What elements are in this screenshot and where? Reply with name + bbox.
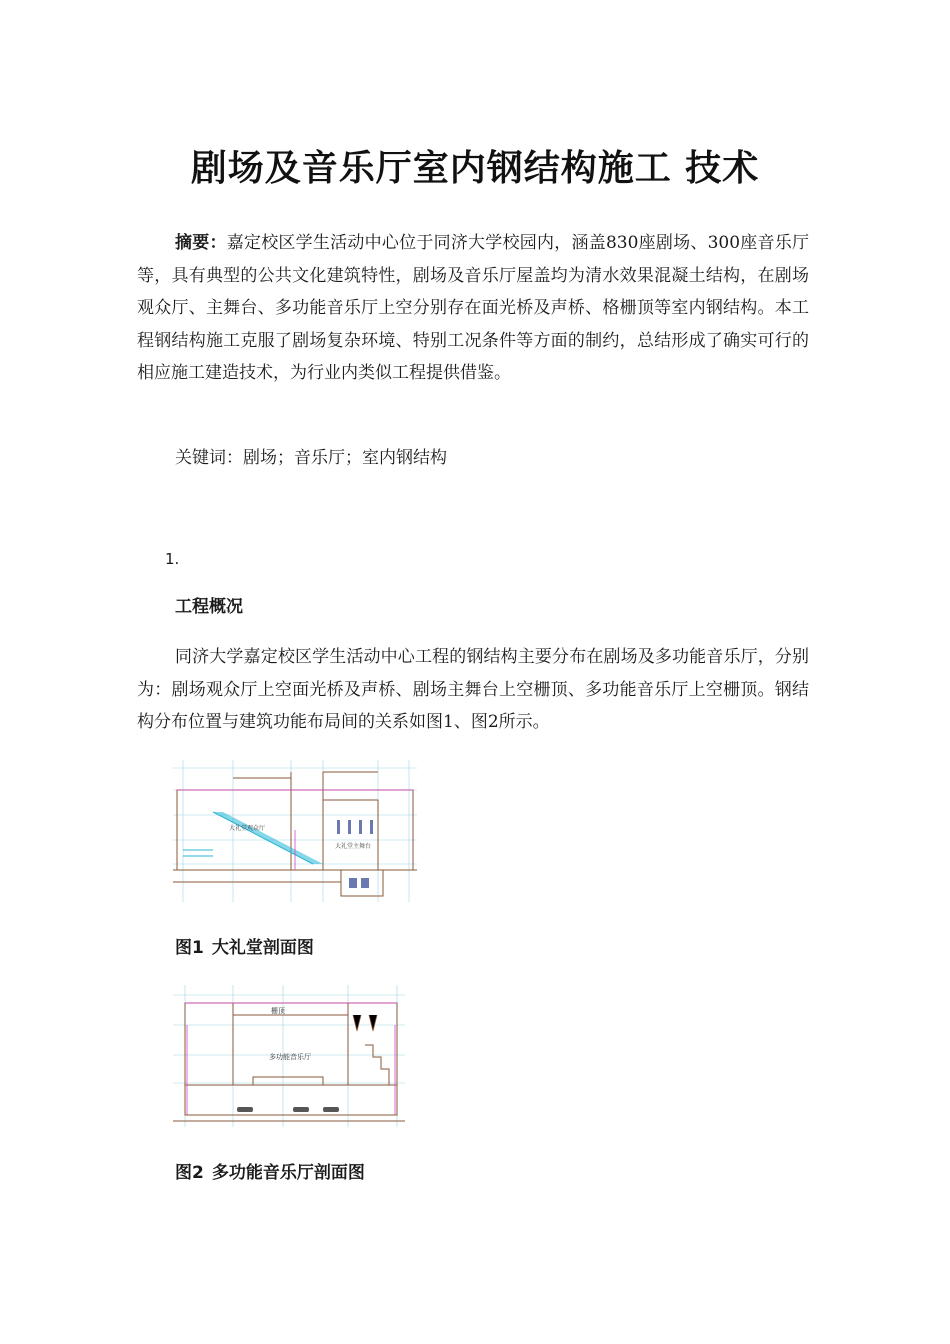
abstract-paragraph (137, 227, 809, 390)
figure-2-caption-text: 多功能音乐厅剖面图 (211, 1163, 365, 1183)
figure-1-caption-number: 图1 (175, 938, 204, 958)
section-number: 1. (165, 550, 180, 568)
figure-2-caption-number: 图2 (175, 1163, 204, 1183)
figure-2-label-grid-roof: 栅顶 (271, 1007, 285, 1015)
abstract-text: 嘉定校区学生活动中心位于同济大学校园内，涵盖830座剧场、300座音乐厅等，具有典型的公共文化建筑特性，剧场及音乐厅屋盖均为清水效果混凝土结构，在剧场观众厅、主舞台、多功能音乐厅上空分别存在面光桥及声桥、格栅顶等室内钢结构。本工程钢结构施工克服了剧场复杂环境、特别工况条件等方面的制约，总结形成了确实可行的相应施工建造技术，为行业内类似工程提供借鉴。 (137, 233, 809, 383)
section-heading: 工程概况 (175, 597, 243, 617)
document-title: 剧场及音乐厅室内钢结构施工 技术 (190, 148, 760, 189)
figure-1-drawing (173, 760, 417, 902)
figure-1-theater-section (173, 760, 417, 902)
overview-paragraph: 同济大学嘉定校区学生活动中心工程的钢结构主要分布在剧场及多功能音乐厅，分别为：剧场观众厅上空面光桥及声桥、剧场主舞台上空栅顶、多功能音乐厅上空栅顶。钢结构分布位置与建筑功能布局间的关系如图1、图2所示。 (137, 647, 809, 732)
figure-2-caption (175, 1158, 365, 1183)
keywords-line: 关键词：剧场；音乐厅；室内钢结构 (175, 448, 447, 468)
figure-2-concert-hall-section (173, 985, 405, 1127)
figure-2-label-hall: 多功能音乐厅 (269, 1053, 311, 1061)
figure-2-drawing (173, 985, 405, 1127)
figure-1-caption-text: 大礼堂剖面图 (211, 938, 314, 958)
figure-1-label-audience: 大礼堂观众厅 (229, 825, 266, 832)
abstract-label: 摘要： (175, 233, 227, 253)
figure-1-caption (175, 933, 314, 958)
figure-1-label-stage: 大礼堂主舞台 (335, 843, 372, 850)
